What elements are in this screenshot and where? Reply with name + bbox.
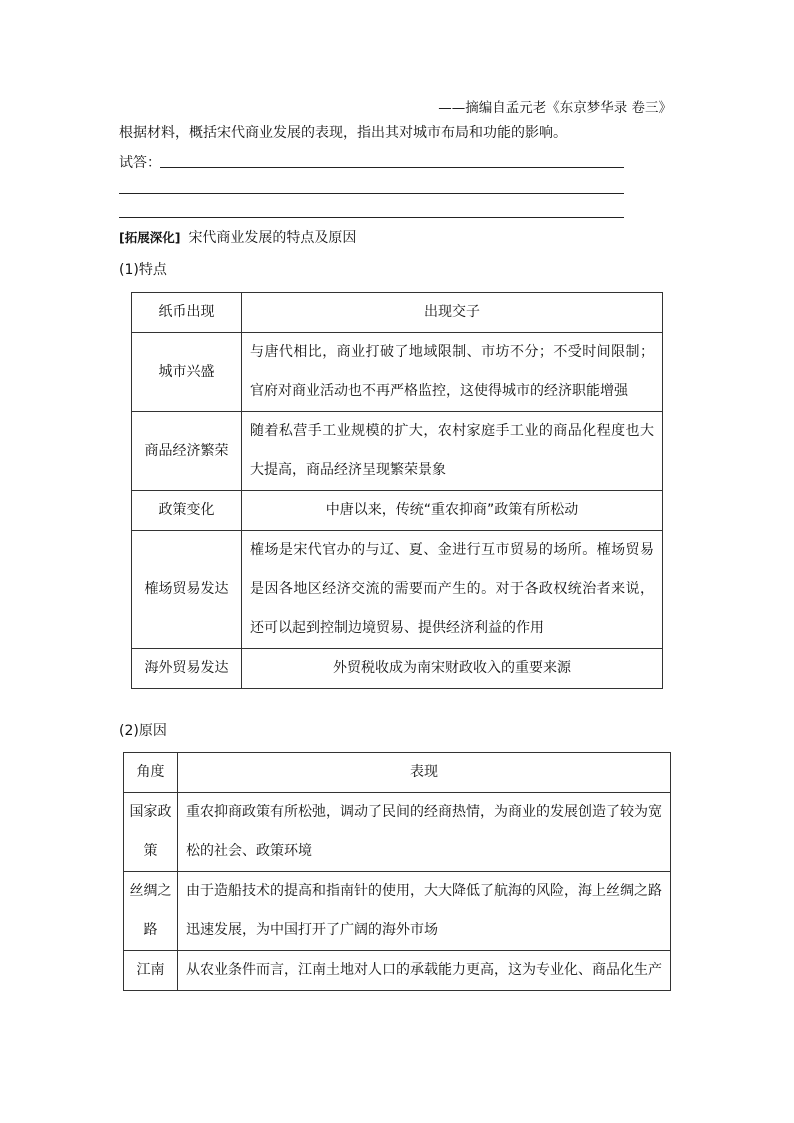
table-cell-desc: 由于造船技术的提高和指南针的使用，大大降低了航海的风险，海上丝绸之路迅速发展，为中国打开了广阔的海外市场 xyxy=(178,872,671,951)
table-header-row xyxy=(124,753,671,793)
reasons-heading: (2)原因 xyxy=(119,723,167,739)
answer-line[interactable] xyxy=(119,193,624,194)
features-table xyxy=(131,292,663,689)
table-row xyxy=(124,793,671,872)
table-cell-name: 海外贸易发达 xyxy=(132,649,242,689)
table-cell-name: 丝绸之路 xyxy=(124,872,178,951)
answer-label: 试答： xyxy=(119,155,161,171)
table-cell-name: 商品经济繁荣 xyxy=(132,412,242,491)
table-cell-desc: 与唐代相比，商业打破了地域限制、市坊不分；不受时间限制；官府对商业活动也不再严格监控，这使得城市的经济职能增强 xyxy=(242,333,663,412)
table-cell-desc: 重农抑商政策有所松弛，调动了民间的经商热情，为商业的发展创造了较为宽松的社会、政策环境 xyxy=(178,793,671,872)
table-row xyxy=(132,491,663,531)
table-cell-desc: 外贸税收成为南宋财政收入的重要来源 xyxy=(242,649,663,689)
table-row xyxy=(124,951,671,991)
extension-title: 宋代商业发展的特点及原因 xyxy=(188,230,357,246)
answer-line[interactable] xyxy=(160,167,624,168)
extension-heading xyxy=(119,227,356,247)
table-row xyxy=(132,531,663,649)
table-row xyxy=(132,412,663,491)
header-cell-performance: 表现 xyxy=(178,753,671,793)
question-text: 根据材料，概括宋代商业发展的表现，指出其对城市布局和功能的影响。 xyxy=(119,125,567,141)
table-cell-name: 城市兴盛 xyxy=(132,333,242,412)
reasons-table xyxy=(123,752,671,991)
extension-tag: [拓展深化] xyxy=(119,230,181,245)
header-cell-angle: 角度 xyxy=(124,753,178,793)
table-cell-name: 纸币出现 xyxy=(132,293,242,333)
answer-line[interactable] xyxy=(119,217,624,218)
table-cell-name: 榷场贸易发达 xyxy=(132,531,242,649)
source-citation: ——摘编自孟元老《东京梦华录 卷三》 xyxy=(438,100,672,116)
table-cell-desc: 榷场是宋代官办的与辽、夏、金进行互市贸易的场所。榷场贸易是因各地区经济交流的需要而产生的。对于各政权统治者来说，还可以起到控制边境贸易、提供经济利益的作用 xyxy=(242,531,663,649)
table-cell-desc: 中唐以来，传统“重农抑商”政策有所松动 xyxy=(242,491,663,531)
table-cell-desc: 随着私营手工业规模的扩大，农村家庭手工业的商品化程度也大大提高，商品经济呈现繁荣景象 xyxy=(242,412,663,491)
features-heading: (1)特点 xyxy=(119,262,167,278)
table-cell-name: 政策变化 xyxy=(132,491,242,531)
table-row xyxy=(132,333,663,412)
table-cell-name: 国家政策 xyxy=(124,793,178,872)
table-row xyxy=(132,293,663,333)
table-cell-name: 江南 xyxy=(124,951,178,991)
table-row xyxy=(124,872,671,951)
table-row xyxy=(132,649,663,689)
table-cell-desc: 出现交子 xyxy=(242,293,663,333)
table-cell-desc: 从农业条件而言，江南土地对人口的承载能力更高，这为专业化、商品化生产 xyxy=(178,951,671,991)
